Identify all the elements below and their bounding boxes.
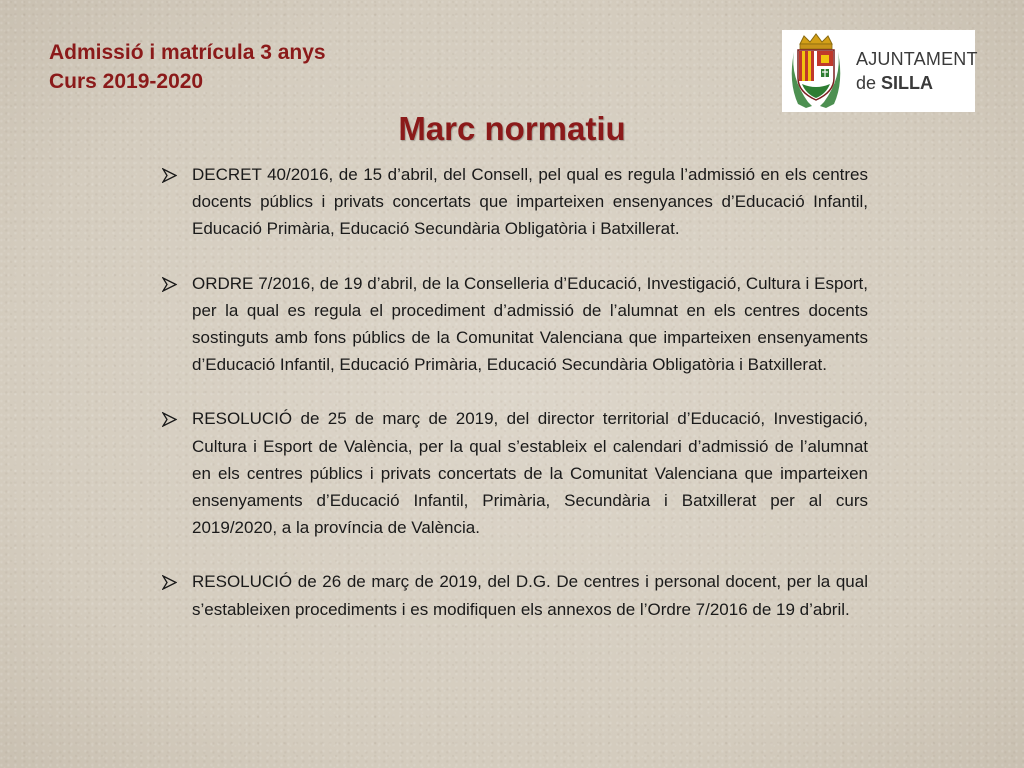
list-item [160,270,868,379]
list-item-text: RESOLUCIÓ de 25 de març de 2019, del director territorial d’Educació, Investigació, Cultura i Esport de València, per la qual s’estableix el calendari d’admissió de l’alumnat en els centres públics i privats concertats de la Comunitat Valenciana que imparteixen ensenyaments d’Educació Infantil, Primària, Secundària i Batxillerat per al curs 2019/2020, a la província de València. [192,409,868,538]
arrow-bullet-icon [162,412,177,427]
logo-line-2 [856,71,978,95]
logo-line-1: AJUNTAMENT [856,49,978,69]
list-item [160,568,868,622]
list-item [160,405,868,541]
list-item [160,161,868,243]
list-item-text: DECRET 40/2016, de 15 d’abril, del Consell, pel qual es regula l’admissió en els centres docents públics i privats concertats que imparteixen ensenyances d’Educació Infantil, Educació Primària, Educació Secundària Obligatòria i Batxillerat. [192,165,868,239]
page-title: Marc normatiu [398,110,626,147]
logo-silla: SILLA [881,73,934,93]
header-title [49,38,326,96]
logo-de: de [856,73,877,93]
logo-text [856,47,978,95]
regulation-list [160,161,868,650]
arrow-bullet-icon [162,575,177,590]
ajuntament-logo [782,30,978,112]
list-item-text: ORDRE 7/2016, de 19 d’abril, de la Conselleria d’Educació, Investigació, Cultura i Esport, per la qual es regula el procediment d’admissió de l’alumnat en els centres docents sostinguts amb fons públics de la Comunitat Valenciana que imparteixen ensenyaments d’Educació Infantil, Educació Primària, Educació Secundària Obligatòria i Batxillerat. [192,273,868,375]
arrow-bullet-icon [162,277,177,292]
list-item-text: RESOLUCIÓ de 26 de març de 2019, del D.G. De centres i personal docent, per la qual s’estableixen procediments i es modifiquen els annexos de l’Ordre 7/2016 de 19 d’abril. [192,572,868,619]
header-line-2: Curs 2019-2020 [49,70,204,93]
arrow-bullet-icon [162,168,177,183]
coat-of-arms-icon [786,32,846,110]
header-line-1: Admissió i matrícula 3 anys [49,41,326,64]
